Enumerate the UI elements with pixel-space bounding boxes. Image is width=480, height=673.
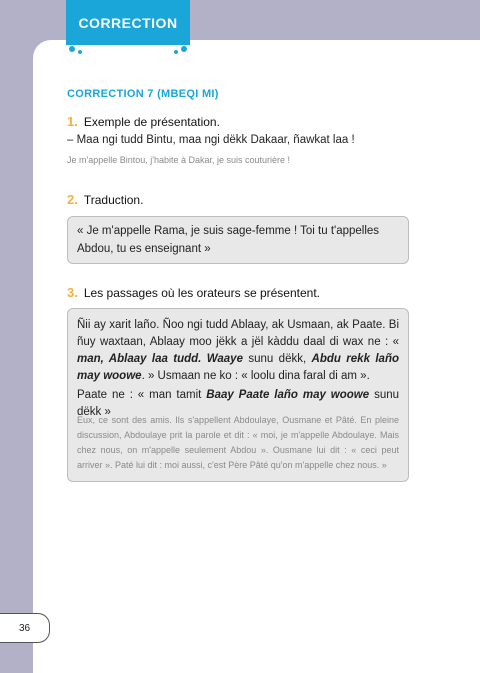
section-heading: CORRECTION 7 (MBEQI MI) — [67, 88, 219, 100]
item-1-french: Je m'appelle Bintou, j'habite à Dakar, je suis couturière ! — [67, 155, 291, 165]
item-1-wolof: – Maa ngi tudd Bintu, maa ngi dëkk Dakaar, ñawkat laa ! — [67, 134, 355, 146]
page-number: 36 — [18, 622, 31, 634]
banner-dots-decoration — [66, 45, 190, 55]
dialog-wolof-paragraph-2: Paate ne : « man tamit Baay Paate laño may woowe sunu dëkk » — [77, 389, 400, 418]
banner-title: CORRECTION — [78, 14, 178, 31]
item-3-title — [67, 285, 320, 300]
item-2-label: Traduction. — [83, 193, 144, 207]
item-1-number: 1. — [67, 114, 78, 129]
item-3-label: Les passages où les orateurs se présentent. — [83, 286, 320, 300]
item-1-title — [67, 114, 220, 129]
item-2-number: 2. — [67, 192, 78, 207]
translation-line-2: Abdou, tu es enseignant » — [77, 243, 211, 255]
translation-box — [67, 216, 409, 264]
correction-banner — [66, 0, 190, 45]
item-1-label: Exemple de présentation. — [83, 115, 220, 129]
dialog-box — [67, 308, 409, 482]
translation-line-1: « Je m'appelle Rama, je suis sage-femme ! Toi tu t'appelles — [77, 225, 380, 237]
dialog-french-paragraph: Eux, ce sont des amis. Ils s'appellent Abdoulaye, Ousmane et Pâté. En pleine discussion, Abdoulaye prit la parole et dit : « moi, je m'appelle Abdoulaye. Mais chez nous, on m'appelle seulement Abdou ». Ousmane lui dit : « ceci peut arriver ». Paté lui dit : moi aussi, c'est Père Pâté qu'on m'appelle chez nous. » — [77, 415, 399, 470]
item-3-number: 3. — [67, 285, 78, 300]
item-2-title — [67, 192, 143, 207]
dialog-wolof-paragraph-1: Ñii ay xarit laño. Ñoo ngi tudd Ablaay, ak Usmaan, ak Paate. Bi ñuy waxtaan, Ablaay moo jëkk a jël kàddu daal di wax ne : « man, Ablaay laa tudd. Waaye sunu dëkk, Abdu rekk laño may woowe. » Usmaan ne ko : « loolu dina faral di am ». — [77, 319, 399, 382]
page-number-tab — [0, 613, 50, 643]
